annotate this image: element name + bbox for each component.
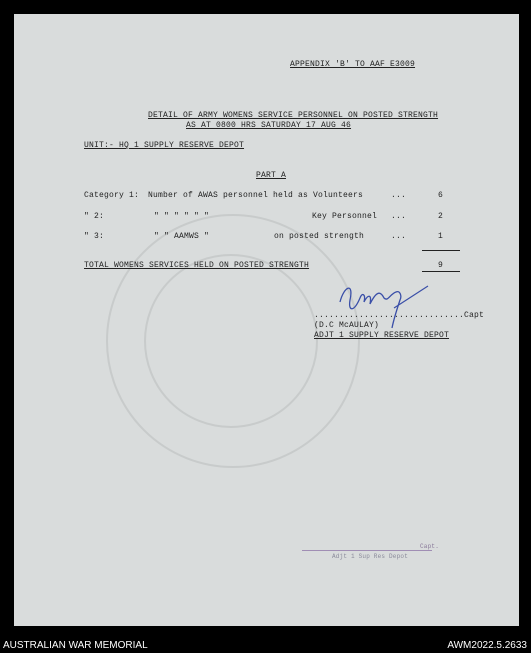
signatory-title: ADJT 1 SUPPLY RESERVE DEPOT: [314, 331, 450, 340]
title-line-2: AS AT 0800 HRS SATURDAY 17 AUG 46: [186, 121, 352, 130]
row-3-value: 1: [438, 232, 444, 241]
title-line-1: DETAIL OF ARMY WOMENS SERVICE PERSONNEL ON POSTED STRENGTH: [148, 111, 439, 120]
row-1-desc: Number of AWAS personnel held as Volunteers: [148, 191, 364, 200]
row-1-label: Category 1:: [84, 191, 140, 200]
faint-stamp-rule: [302, 550, 432, 551]
faint-stamp-capt: Capt.: [420, 543, 440, 550]
appendix-ref: APPENDIX 'B' TO AAF E3009: [290, 60, 416, 69]
unit-line: UNIT:- HQ 1 SUPPLY RESERVE DEPOT: [84, 141, 245, 150]
signatory-name: (D.C McAULAY): [314, 321, 380, 330]
faint-stamp-adj: Adjt 1 Sup Res Depot: [332, 553, 409, 560]
total-value: 9: [438, 261, 444, 270]
row-3-desc2: on posted strength: [274, 232, 365, 241]
subtotal-rule: [422, 250, 460, 251]
row-2-value: 2: [438, 212, 444, 221]
signature-dots: ..............................Capt: [314, 311, 485, 320]
row-2-dots: ...: [391, 212, 407, 221]
row-2-desc2: Key Personnel: [312, 212, 378, 221]
row-3-label: " 3:: [84, 232, 105, 241]
row-1-dots: ...: [391, 191, 407, 200]
part-heading: PART A: [256, 171, 287, 180]
footer-right: AWM2022.5.2633: [447, 640, 527, 651]
footer-left: AUSTRALIAN WAR MEMORIAL: [3, 640, 148, 651]
watermark-stamp-inner: [144, 254, 318, 428]
total-label: TOTAL WOMENS SERVICES HELD ON POSTED STRENGTH: [84, 261, 310, 270]
row-1-value: 6: [438, 191, 444, 200]
row-3-desc: " " AAMWS ": [154, 232, 210, 241]
row-3-dots: ...: [391, 232, 407, 241]
document-page: [14, 14, 519, 626]
row-2-label: " 2:: [84, 212, 105, 221]
row-2-desc: " " " " " ": [154, 212, 210, 221]
